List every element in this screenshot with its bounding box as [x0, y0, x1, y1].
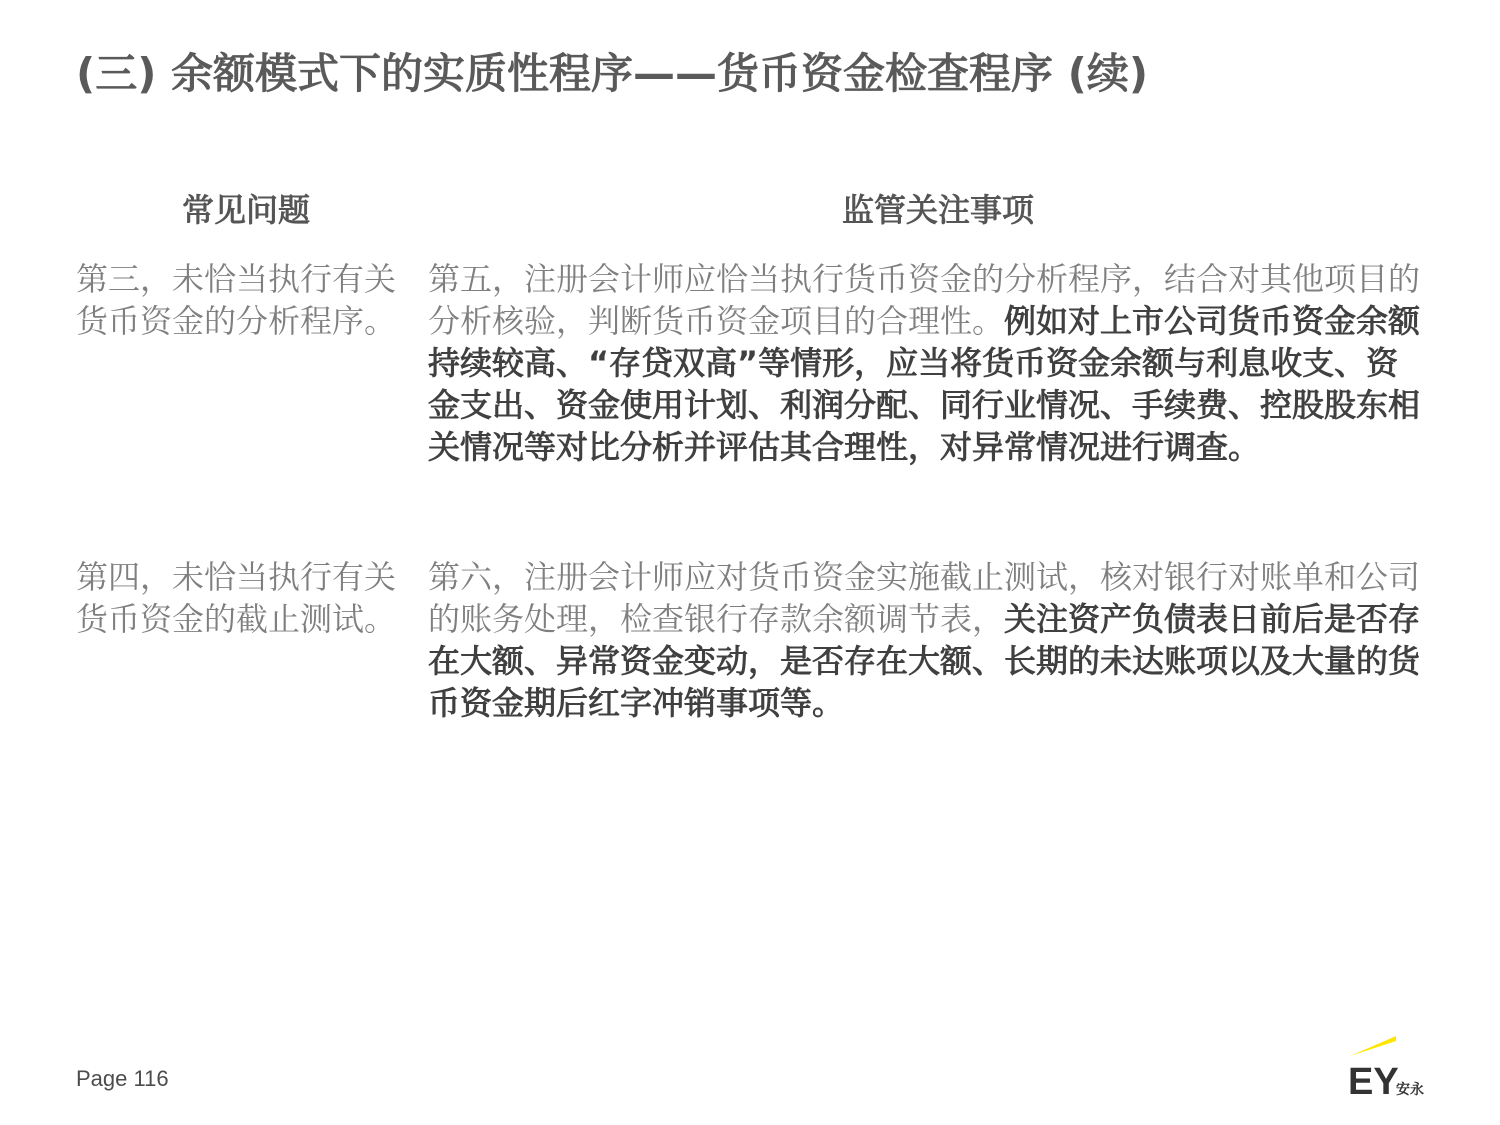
column-header-focus: 监管关注事项: [841, 191, 1034, 229]
page-number: Page 116: [76, 1066, 169, 1091]
focus-plain-text: 第五，注册会计师应恰当执行货币资金的分析程序，结合对其他项目的分析核验，判断货币资金项目的合理性。: [428, 260, 1421, 340]
svg-text:安永: 安永: [1396, 1082, 1424, 1098]
svg-text:EY: EY: [1348, 1061, 1399, 1102]
issue-cell-row-2: 第四，未恰当执行有关货币资金的截止测试。: [76, 558, 397, 638]
ey-logo-icon: [1346, 1032, 1436, 1102]
focus-plain-text: 第六，注册会计师应对货币资金实施截止测试，核对银行对账单和公司的账务处理，检查银行存款余额调节表，: [428, 558, 1421, 638]
focus-bold-text: 例如对上市公司货币资金余额持续较高、“存贷双高”等情形，应当将货币资金余额与利息收支、资金支出、资金使用计划、利润分配、同行业情况、手续费、控股股东相关情况等对比分析并评估其合理性，对异常情况进行调查。: [428, 302, 1421, 466]
issue-cell-row-1: 第三，未恰当执行有关货币资金的分析程序。: [76, 260, 397, 340]
ey-logo: [1346, 1032, 1436, 1102]
focus-bold-text: 关注资产负债表日前后是否存在大额、异常资金变动，是否存在大额、长期的未达账项以及大量的货币资金期后红字冲销事项等。: [428, 600, 1421, 722]
focus-cell-row-1: [428, 258, 1428, 468]
focus-cell-row-2: [428, 556, 1428, 724]
column-header-issues: 常见问题: [181, 191, 310, 229]
slide-title: (三) 余额模式下的实质性程序——货币资金检查程序 (续): [76, 49, 1149, 98]
